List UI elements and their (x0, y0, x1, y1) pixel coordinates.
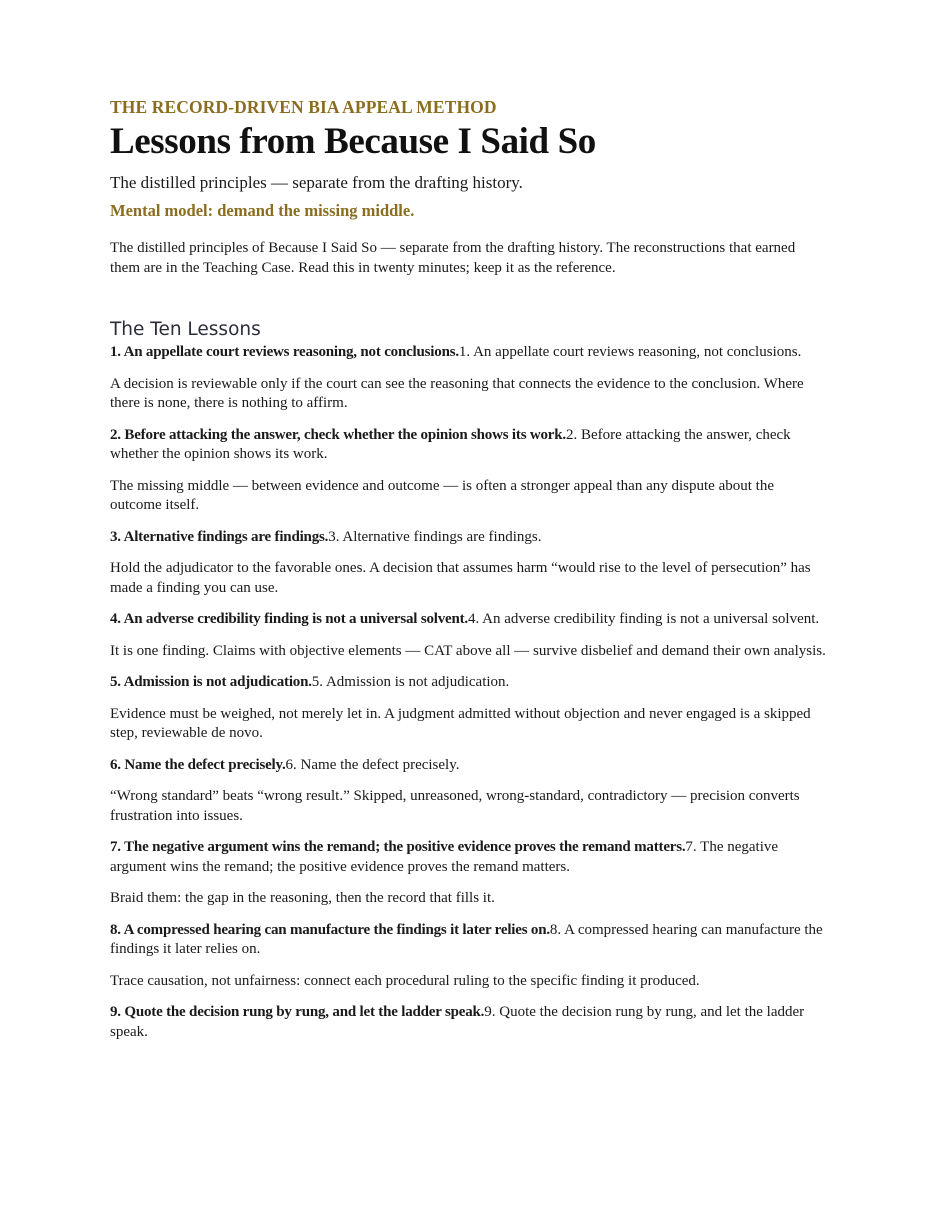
lesson-heading-bold: 2. Before attacking the answer, check whether the opinion shows its work. (110, 426, 566, 443)
lessons-list (110, 342, 828, 1042)
lesson-heading (110, 744, 828, 776)
lesson-heading-repeat: 3. Alternative findings are findings. (328, 528, 542, 545)
lesson-heading (110, 342, 828, 363)
intro-paragraph: The distilled principles of Because I Said So — separate from the drafting history. The reconstructions that earned them are in the Teaching Case. Read this in twenty minutes; keep it as the reference. (110, 240, 796, 276)
lesson-heading (110, 516, 828, 548)
lesson-heading-repeat: 2. Before attacking the answer, check whether the opinion shows its work. (110, 426, 791, 462)
page-title: Lessons from Because I Said So (110, 121, 596, 162)
lesson-heading-bold: 9. Quote the decision rung by rung, and let the ladder speak. (110, 1004, 485, 1020)
lesson-heading (110, 909, 828, 960)
lesson-heading-repeat: 5. Admission is not adjudication. (311, 674, 510, 690)
lesson-body: A decision is reviewable only if the court can see the reasoning that connects the evidence to the conclusion. Where there is none, there is nothing to affirm. (110, 375, 804, 411)
lesson-heading-bold: 1. An appellate court reviews reasoning, not conclusions. (110, 344, 459, 360)
document-page (110, 96, 828, 1042)
lesson-body: The missing middle — between evidence and outcome — is often a stronger appeal than any dispute about the outcome itself. (110, 477, 774, 513)
section-heading-ten-lessons: The Ten Lessons (110, 319, 261, 340)
lesson-heading-repeat: 1. An appellate court reviews reasoning, not conclusions. (458, 344, 802, 360)
lesson-heading-bold: 8. A compressed hearing can manufacture the findings it later relies on. (110, 921, 550, 938)
lesson-body: Hold the adjudicator to the favorable ones. A decision that assumes harm “would rise to the level of persecution” has made a finding you can use. (110, 560, 811, 596)
lesson-heading (110, 661, 828, 693)
lesson-heading-repeat: 7. The negative argument wins the remand; the positive evidence proves the remand matters. (110, 839, 779, 875)
lesson-heading-bold: 4. An adverse credibility finding is not a universal solvent. (110, 611, 468, 627)
document-eyebrow: THE RECORD-DRIVEN BIA APPEAL METHOD (110, 97, 497, 117)
lesson-heading-bold: 7. The negative argument wins the remand; the positive evidence proves the remand matters. (110, 839, 686, 855)
lesson-heading-bold: 5. Admission is not adjudication. (110, 674, 312, 690)
lesson-heading-bold: 6. Name the defect precisely. (110, 756, 286, 773)
lesson-heading (110, 991, 828, 1042)
lesson-body: Trace causation, not unfairness: connect each procedural ruling to the specific finding it produced. (110, 972, 700, 989)
lesson-body: It is one finding. Claims with objective elements — CAT above all — survive disbelief and demand their own analysis. (110, 642, 826, 659)
lesson-heading-repeat: 4. An adverse credibility finding is not a universal solvent. (467, 611, 820, 627)
lesson-heading (110, 598, 828, 630)
page-subtitle: The distilled principles — separate from the drafting history. (110, 173, 523, 192)
lesson-heading-bold: 3. Alternative findings are findings. (110, 528, 329, 545)
lesson-body: Braid them: the gap in the reasoning, then the record that fills it. (110, 890, 495, 906)
lesson-body: Evidence must be weighed, not merely let in. A judgment admitted without objection and never engaged is a skipped step, reviewable de novo. (110, 705, 811, 741)
lesson-heading (110, 826, 828, 877)
lesson-heading-repeat: 9. Quote the decision rung by rung, and let the ladder speak. (110, 1004, 805, 1040)
lesson-body: “Wrong standard” beats “wrong result.” Skipped, unreasoned, wrong-standard, contradictory — precision converts frustration into issues. (110, 788, 800, 824)
lesson-heading (110, 414, 828, 465)
lesson-heading-repeat: 8. A compressed hearing can manufacture the findings it later relies on. (110, 921, 823, 957)
lesson-heading-repeat: 6. Name the defect precisely. (285, 756, 460, 773)
mental-model-callout: Mental model: demand the missing middle. (110, 201, 415, 220)
